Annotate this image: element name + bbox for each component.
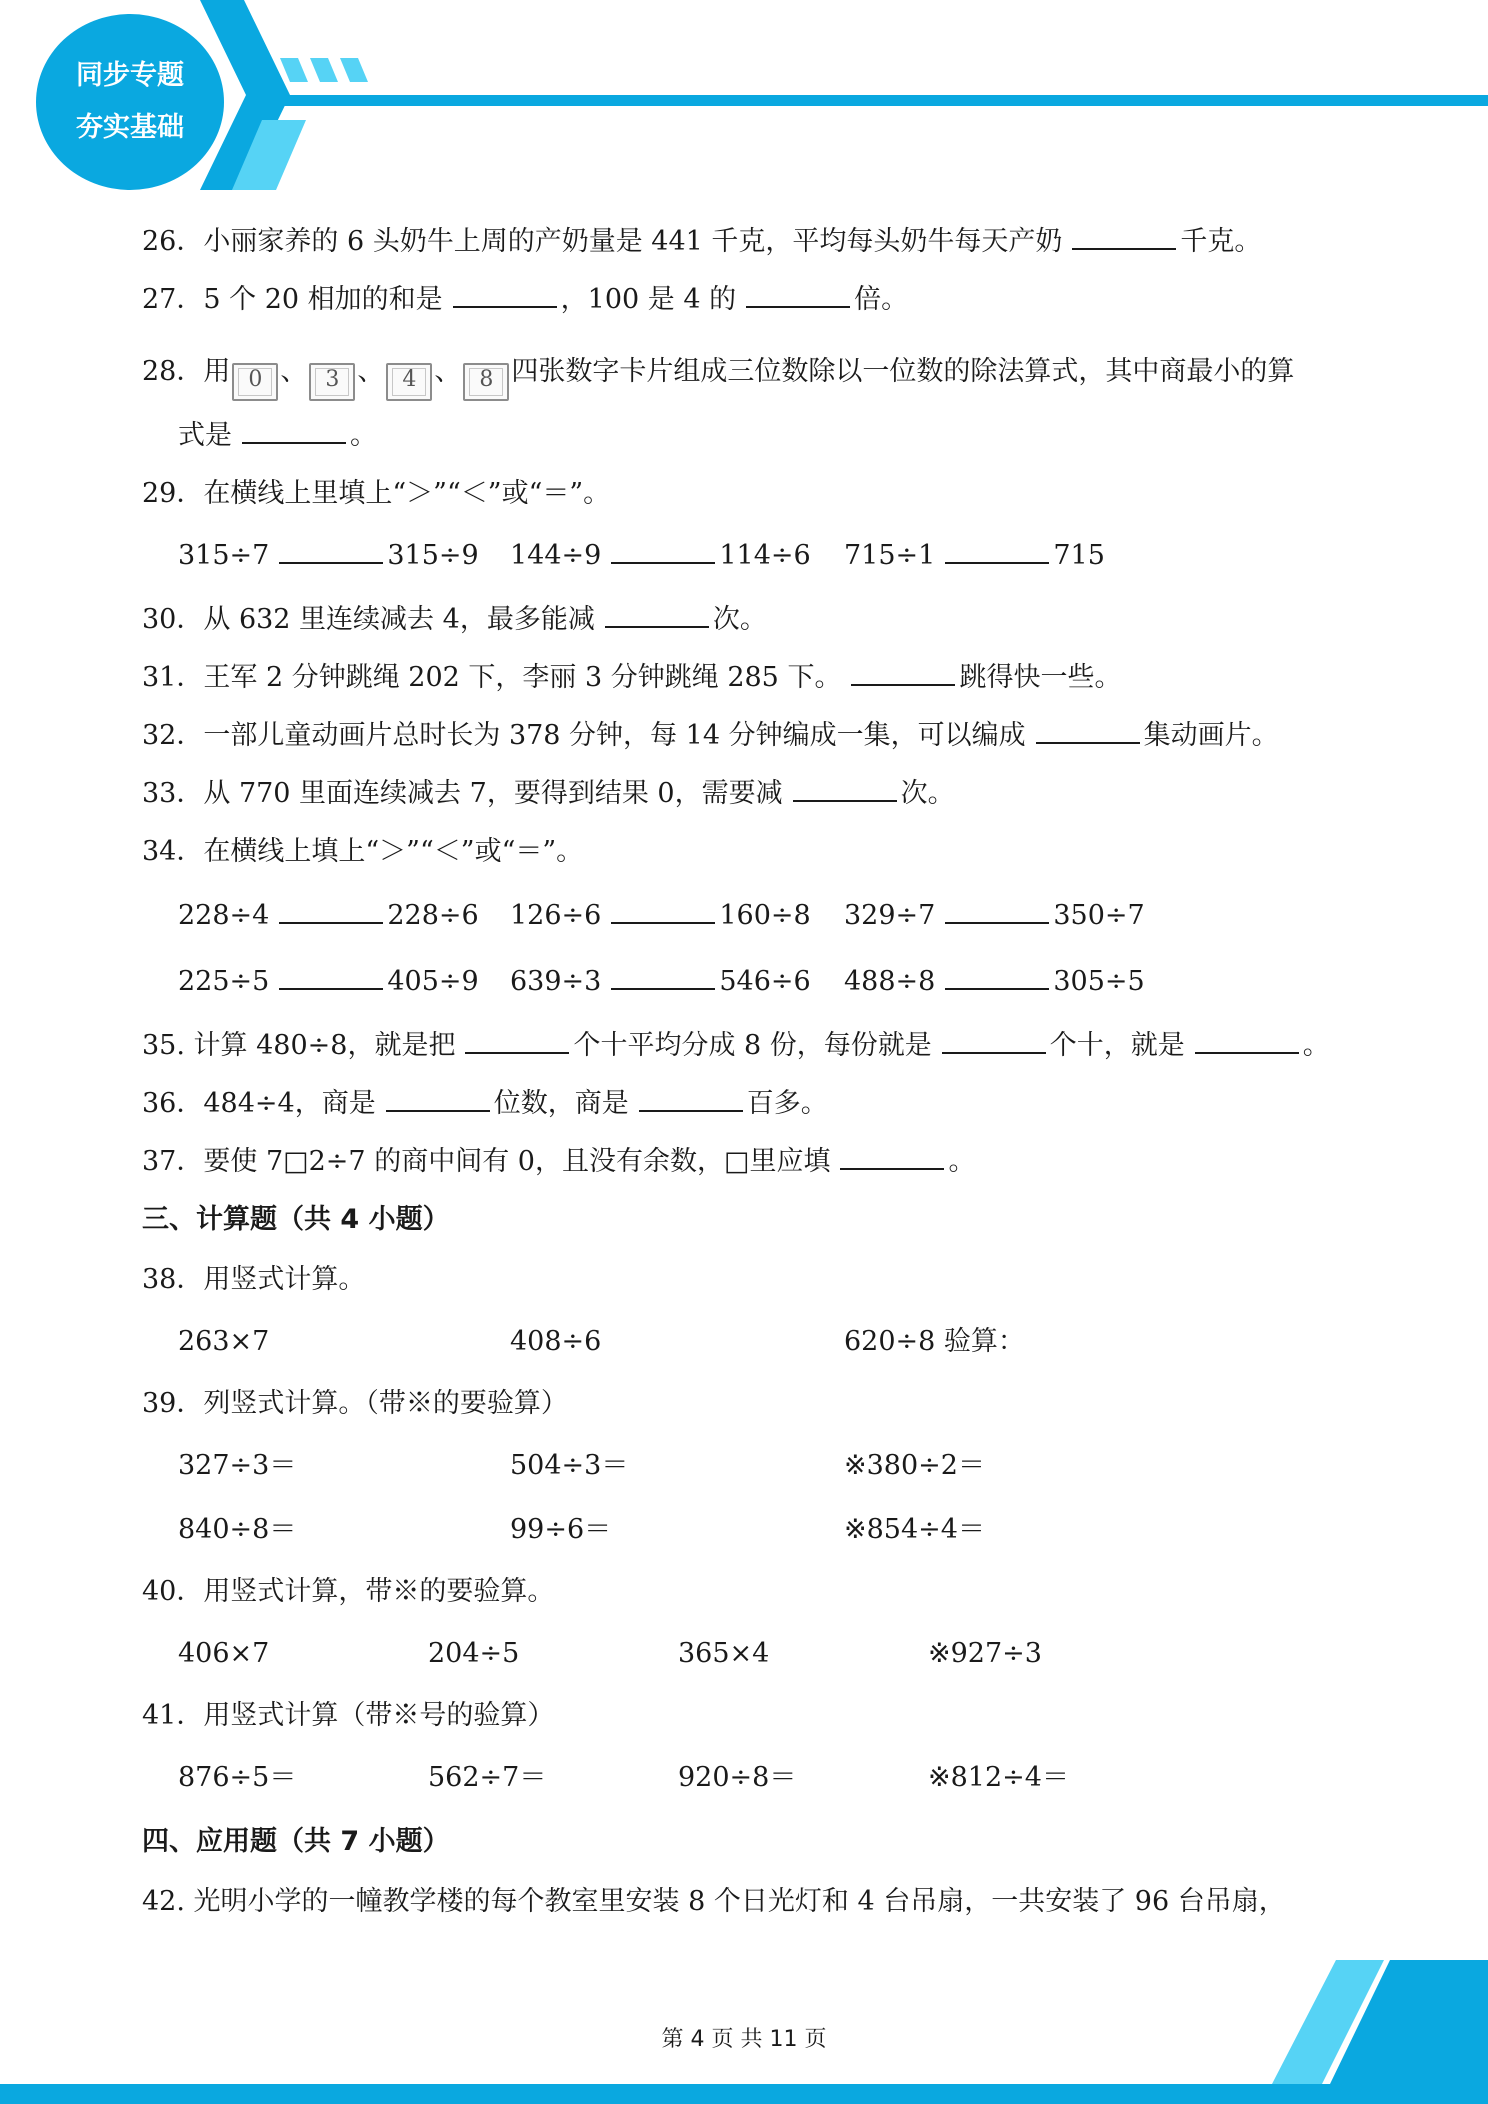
question-41-items: [178, 1758, 1069, 1798]
compare-item: 126÷6 160÷8: [510, 900, 811, 931]
calc-item: 204÷5: [428, 1638, 520, 1669]
calc-item: 99÷6＝: [510, 1514, 612, 1545]
calc-item: 327÷3＝: [178, 1450, 297, 1481]
question-40: 40．用竖式计算，带※的要验算。: [142, 1576, 555, 1607]
badge-line-2: 夯实基础: [76, 112, 184, 143]
calc-item: 504÷3＝: [510, 1450, 629, 1481]
calc-item: 920÷8＝: [678, 1762, 797, 1793]
compare-item: 715÷1 715: [844, 540, 1105, 571]
digit-card: 8: [463, 363, 509, 401]
compare-item: 225÷5 405÷9: [178, 966, 479, 997]
answer-blank[interactable]: [611, 964, 715, 990]
question-42: 42. 光明小学的一幢教学楼的每个教室里安装 8 个日光灯和 4 台吊扇，一共安装了 96 台吊扇，: [142, 1886, 1286, 1917]
answer-blank[interactable]: [639, 1086, 743, 1112]
answer-blank[interactable]: [242, 418, 346, 444]
calc-item: 365×4: [678, 1638, 770, 1669]
digit-card: 3: [309, 363, 355, 401]
calc-item: 562÷7＝: [428, 1762, 547, 1793]
badge-logo: [36, 14, 224, 190]
question-26: 26．小丽家养的 6 头奶牛上周的产奶量是 441 千克，平均每头奶牛每天产奶 千克。: [142, 226, 1262, 257]
question-29-items: [178, 536, 1105, 576]
answer-blank[interactable]: [1036, 718, 1140, 744]
calc-item: 406×7: [178, 1638, 270, 1669]
answer-blank[interactable]: [945, 538, 1049, 564]
calc-item: 840÷8＝: [178, 1514, 297, 1545]
calc-item: ※854÷4＝: [844, 1514, 985, 1545]
question-31: 31．王军 2 分钟跳绳 202 下，李丽 3 分钟跳绳 285 下。 跳得快一些。: [142, 662, 1122, 693]
answer-blank[interactable]: [279, 898, 383, 924]
calc-item: ※812÷4＝: [928, 1762, 1069, 1793]
question-34-row-2: [178, 962, 1145, 1002]
question-40-items: [178, 1634, 1042, 1674]
answer-blank[interactable]: [386, 1086, 490, 1112]
question-39-row-2: [178, 1510, 985, 1550]
calc-item: 408÷6: [510, 1326, 602, 1357]
question-39: 39．列竖式计算。（带※的要验算）: [142, 1388, 568, 1419]
question-32: 32．一部儿童动画片总时长为 378 分钟，每 14 分钟编成一集，可以编成 集动画片。: [142, 720, 1279, 751]
badge-line-1: 同步专题: [76, 60, 184, 91]
calc-item: 620÷8 验算：: [844, 1326, 1025, 1357]
answer-blank[interactable]: [851, 660, 955, 686]
answer-blank[interactable]: [279, 538, 383, 564]
section-heading-3: 三、计算题（共 4 小题）: [142, 1204, 450, 1235]
calc-item: ※380÷2＝: [844, 1450, 985, 1481]
question-27: 27．5 个 20 相加的和是 ，100 是 4 的 倍。: [142, 284, 909, 315]
answer-blank[interactable]: [1195, 1028, 1299, 1054]
answer-blank[interactable]: [793, 776, 897, 802]
question-39-row-1: [178, 1446, 985, 1486]
compare-item: 639÷3 546÷6: [510, 966, 811, 997]
section-heading-4: 四、应用题（共 7 小题）: [142, 1826, 450, 1857]
question-34: 34．在横线上填上“＞”“＜”或“＝”。: [142, 836, 584, 867]
question-37: 37．要使 7□2÷7 的商中间有 0，且没有余数，□里应填 。: [142, 1146, 976, 1177]
compare-item: 144÷9 114÷6: [510, 540, 811, 571]
compare-item: 329÷7 350÷7: [844, 900, 1145, 931]
question-28-line-2: 式是 。: [178, 420, 377, 451]
question-41: 41．用竖式计算（带※号的验算）: [142, 1700, 555, 1731]
question-30: 30．从 632 里连续减去 4，最多能减 次。: [142, 604, 767, 635]
compare-item: 488÷8 305÷5: [844, 966, 1145, 997]
question-35: 35. 计算 480÷8，就是把 个十平均分成 8 份，每份就是 个十，就是 。: [142, 1030, 1330, 1061]
answer-blank[interactable]: [605, 602, 709, 628]
digit-card: 0: [232, 363, 278, 401]
question-38: 38．用竖式计算。: [142, 1264, 366, 1295]
answer-blank[interactable]: [840, 1144, 944, 1170]
answer-blank[interactable]: [465, 1028, 569, 1054]
question-28: 28．用 0 、 3 、 4 、 8 四张数字卡片组成三位数除以一位数的除法算式，其中商最小的算: [142, 352, 1294, 401]
question-38-items: [178, 1322, 1025, 1362]
question-33: 33．从 770 里面连续减去 7，要得到结果 0，需要减 次。: [142, 778, 955, 809]
answer-blank[interactable]: [945, 898, 1049, 924]
question-34-row-1: [178, 896, 1145, 936]
question-36: 36．484÷4，商是 位数，商是 百多。: [142, 1088, 828, 1119]
answer-blank[interactable]: [611, 898, 715, 924]
calc-item: ※927÷3: [928, 1638, 1042, 1669]
calc-item: 876÷5＝: [178, 1762, 297, 1793]
answer-blank[interactable]: [611, 538, 715, 564]
answer-blank[interactable]: [1072, 224, 1176, 250]
question-29: 29．在横线上里填上“＞”“＜”或“＝”。: [142, 478, 611, 509]
answer-blank[interactable]: [942, 1028, 1046, 1054]
answer-blank[interactable]: [945, 964, 1049, 990]
calc-item: 263×7: [178, 1326, 270, 1357]
answer-blank[interactable]: [453, 282, 557, 308]
digit-card: 4: [386, 363, 432, 401]
answer-blank[interactable]: [746, 282, 850, 308]
answer-blank[interactable]: [279, 964, 383, 990]
page-number: 第 4 页 共 11 页: [661, 2027, 827, 2052]
compare-item: 228÷4 228÷6: [178, 900, 479, 931]
compare-item: 315÷7 315÷9: [178, 540, 479, 571]
